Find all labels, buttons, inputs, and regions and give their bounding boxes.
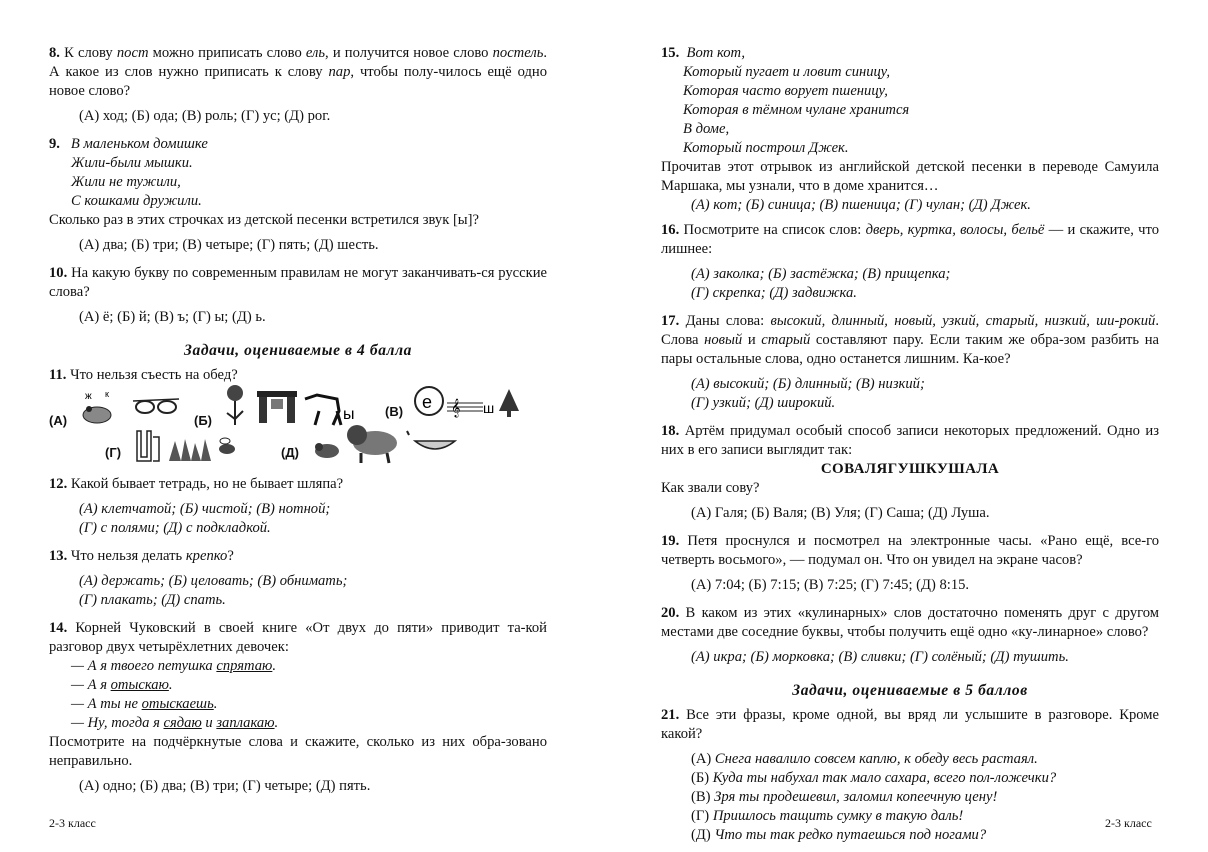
svg-text:ж: ж <box>85 391 92 402</box>
question-19: 19. Петя проснулся и посмотрел на электронные часы. «Рано ещё, все-го четверть восьмого», — подумал он. Что он увидел на экране часов? <box>661 533 1159 568</box>
footer-left: 2-3 класс <box>49 816 96 830</box>
question-11-rebus-pictures <box>49 389 547 469</box>
dialogue-line-4: — Ну, тогда я сядаю и заплакаю. <box>71 715 279 731</box>
svg-text:ы: ы <box>343 406 355 423</box>
question-21-option-e: (Д) Что ты так редко путаешься под ногами? <box>691 827 987 843</box>
question-18-code: СОВАЛЯГУШКУШАЛА <box>820 461 1000 477</box>
question-15: 15. Вот кот, <box>661 45 746 61</box>
svg-text:к: к <box>105 389 109 399</box>
dialogue-line-3: — А ты не отыскаешь. <box>71 696 218 712</box>
rebus-label-b: (Б) <box>194 413 213 428</box>
section-title-5-points: Задачи, оцениваемые в 5 баллов <box>792 682 1028 699</box>
question-21-option-a: (А) Снега навалило совсем каплю, к обеду весь растаял. <box>691 751 1038 767</box>
boots-forest-bee-icon <box>133 427 243 467</box>
dialogue-line-1: — А я твоего петушка спрятаю. <box>71 658 276 674</box>
question-18-options: (А) Галя; (Б) Валя; (В) Уля; (Г) Саша; (Д) Луша. <box>691 505 990 521</box>
question-13-options-1: (А) держать; (Б) целовать; (В) обнимать; <box>79 573 348 589</box>
question-15-options: (А) кот; (Б) синица; (В) пшеница; (Г) чулан; (Д) Джек. <box>691 197 1031 213</box>
question-21: 21. Все эти фразы, кроме одной, вы вряд ли услышите в разговоре. Кроме какой? <box>661 707 1159 742</box>
question-18-text: Как звали сову? <box>661 480 760 496</box>
question-17-options-1: (А) высокий; (Б) длинный; (В) низкий; <box>691 376 925 392</box>
question-16-options-2: (Г) скрепка; (Д) задвижка. <box>691 285 857 301</box>
question-21-option-d: (Г) Пришлось тащить сумку в такую даль! <box>691 808 964 824</box>
question-12-options-2: (Г) с полями; (Д) с подкладкой. <box>79 520 271 536</box>
mouse-lion-bowl-icon <box>311 419 461 465</box>
rebus-label-g: (Г) <box>105 445 122 460</box>
question-10-options: (А) ё; (Б) й; (В) ъ; (Г) ы; (Д) ь. <box>79 309 266 325</box>
letter-note-tree-icon <box>413 381 523 421</box>
question-12: 12. Какой бывает тетрадь, но не бывает шляпа? <box>49 476 344 492</box>
left-column <box>49 44 547 796</box>
question-15-text: Прочитав этот отрывок из английской детской песенки в переводе Самуила Маршака, мы узнали, что в доме хранится… <box>661 159 1159 194</box>
question-21-option-b: (Б) Куда ты набухал так мало сахара, всего пол-ложечки? <box>691 770 1057 786</box>
question-14-text: Посмотрите на подчёркнутые слова и скажите, сколько из них обра-зовано неправильно. <box>49 734 547 769</box>
question-13: 13. Что нельзя делать крепко? <box>49 548 234 564</box>
question-9-options: (А) два; (Б) три; (В) четыре; (Г) пять; (Д) шесть. <box>79 237 379 253</box>
question-9: 9. В маленьком домишке Жили-были мышки. Жили не тужили, С кошками дружили. Сколько раз в этих строчках из детской песенки встретился звук [ы]? (А) два; (Б) три; (В) четыре; (Г) пять; (Д) шесть. <box>49 135 547 255</box>
rebus-label-c: (В) <box>385 404 404 419</box>
question-8-options: (А) ход; (Б) ода; (В) роль; (Г) ус; (Д) рог. <box>79 108 331 124</box>
question-16: 16. Посмотрите на список слов: дверь, куртка, волосы, бельё — и скажите, что лишнее: <box>661 222 1160 257</box>
frog-and-glasses-icon <box>77 389 187 427</box>
question-13-options-2: (Г) плакать; (Д) спать. <box>79 592 226 608</box>
question-12-options-1: (А) клетчатой; (Б) чистой; (В) нотной; <box>79 501 331 517</box>
footer-right: 2-3 класс <box>1105 816 1152 830</box>
question-17: 17. Даны слова: высокий, длинный, новый, узкий, старый, низкий, ши-рокий. Слова новый и старый составляют пару. Если таким же обра-зом разбить на пары остальные слова, одно останется лишним. Ка-кое? <box>661 313 1160 367</box>
question-17-options-2: (Г) узкий; (Д) широкий. <box>691 395 836 411</box>
question-16-options-1: (А) заколка; (Б) застёжка; (В) прищепка; <box>691 266 951 282</box>
right-column: 15. Вот кот, Который пугает и ловит синицу, Которая часто ворует пшеницу, Которая в тёмном чулане хранится В доме, Который построил Джек. Прочитав этот отрывок из английской детской песенки в переводе Самуила Маршака, мы узнали, что в доме хранится… (А) кот; (Б) синица; (В) пшеница; (Г) чулан; (Д) Джек. 16. Посмотрите на список слов: дверь, куртка, волосы, бельё — и скажите, что лишнее: (А) заколка; (Б) застёжка; (В) прищепка; (Г) скрепка; (Д) задвижка. 17. Даны слова: высокий, длинный, новый, узкий, старый, низкий, ши-рокий. Слова новый и старый составляют пару. Если таким же обра-зом разбить на пары остальные слова, одно останется лишним. Ка-кое? (А) высокий; (Б) длинный; (В) низкий; (Г) узкий; (Д) широкий. 18. Артём придумал особый способ записи некоторых предложений. Одно из них в его записи выглядит так: СОВАЛЯГУШКУШАЛА Как звали сову? (А) Галя; (Б) Валя; (В) Уля; (Г) Саша; (Д) Луша. 19. Петя проснулся и посмотрел на электронные часы. «Рано ещё, все-го четверть восьмого», — подумал он. Что он увидел на экране часов? (А) 7:04; (Б) 7:15; (В) 7:25; (Г) 7:45; (Д) 8:15. 20. В каком из этих «кулинарных» слов достаточно поменять друг с другом местами две соседние буквы, чтобы получить ещё одно «ку-линарное» слово? (А) икра; (Б) морковка; (В) сливки; (Г) солёный; (Д) тушить. Задачи, оцениваемые в 5 баллов 21. Все эти фразы, кроме одной, вы вряд ли услышите в разговоре. Кроме какой? (А) Снега навалило совсем каплю, к обеду весь растаял. (Б) Куда ты набухал так мало сахара, всего пол-ложечки? (В) Зря ты продешевил, заломил копеечную цену! (Г) Пришлось тащить сумку в такую даль! (Д) Что ты так редко путаешься под ногами? <box>661 45 1160 843</box>
question-10: 10. На какую букву по современным правилам не могут заканчивать-ся русские слова? <box>49 265 547 300</box>
question-8: 8. К слову пост можно приписать слово ель, и получится новое слово постель. А какое из слов нужно приписать к слову пар, чтобы полу-чилось ещё одно новое слово? <box>49 45 547 99</box>
dialogue-line-2: — А я отыскаю. <box>71 677 173 693</box>
svg-text:е: е <box>422 392 433 412</box>
question-19-options: (А) 7:04; (Б) 7:15; (В) 7:25; (Г) 7:45; (Д) 8:15. <box>691 577 970 593</box>
svg-text:𝄞: 𝄞 <box>451 398 461 417</box>
rebus-label-d: (Д) <box>281 445 299 460</box>
question-14-options: (А) одно; (Б) два; (В) три; (Г) четыре; (Д) пять. <box>79 778 371 794</box>
question-18: 18. Артём придумал особый способ записи некоторых предложений. Одно из них в его записи выглядит так: <box>661 423 1159 458</box>
question-20: 20. В каком из этих «кулинарных» слов достаточно поменять друг с другом местами две соседние буквы, чтобы получить ещё одно «ку-линарное» слово? <box>661 605 1159 640</box>
svg-text:ш: ш <box>483 400 495 416</box>
section-title-4-points: Задачи, оцениваемые в 4 балла <box>183 342 412 359</box>
question-20-options: (А) икра; (Б) морковка; (В) сливки; (Г) солёный; (Д) тушить. <box>691 649 1069 665</box>
rebus-label-a: (А) <box>49 413 68 428</box>
question-21-option-c: (В) Зря ты продешевил, заломил копеечную цену! <box>691 789 998 805</box>
question-14: 14. Корней Чуковский в своей книге «От двух до пяти» приводит та-кой разговор двух четырёхлетних девочек: <box>49 620 547 655</box>
question-11: 11. Что нельзя съесть на обед? <box>49 367 238 383</box>
